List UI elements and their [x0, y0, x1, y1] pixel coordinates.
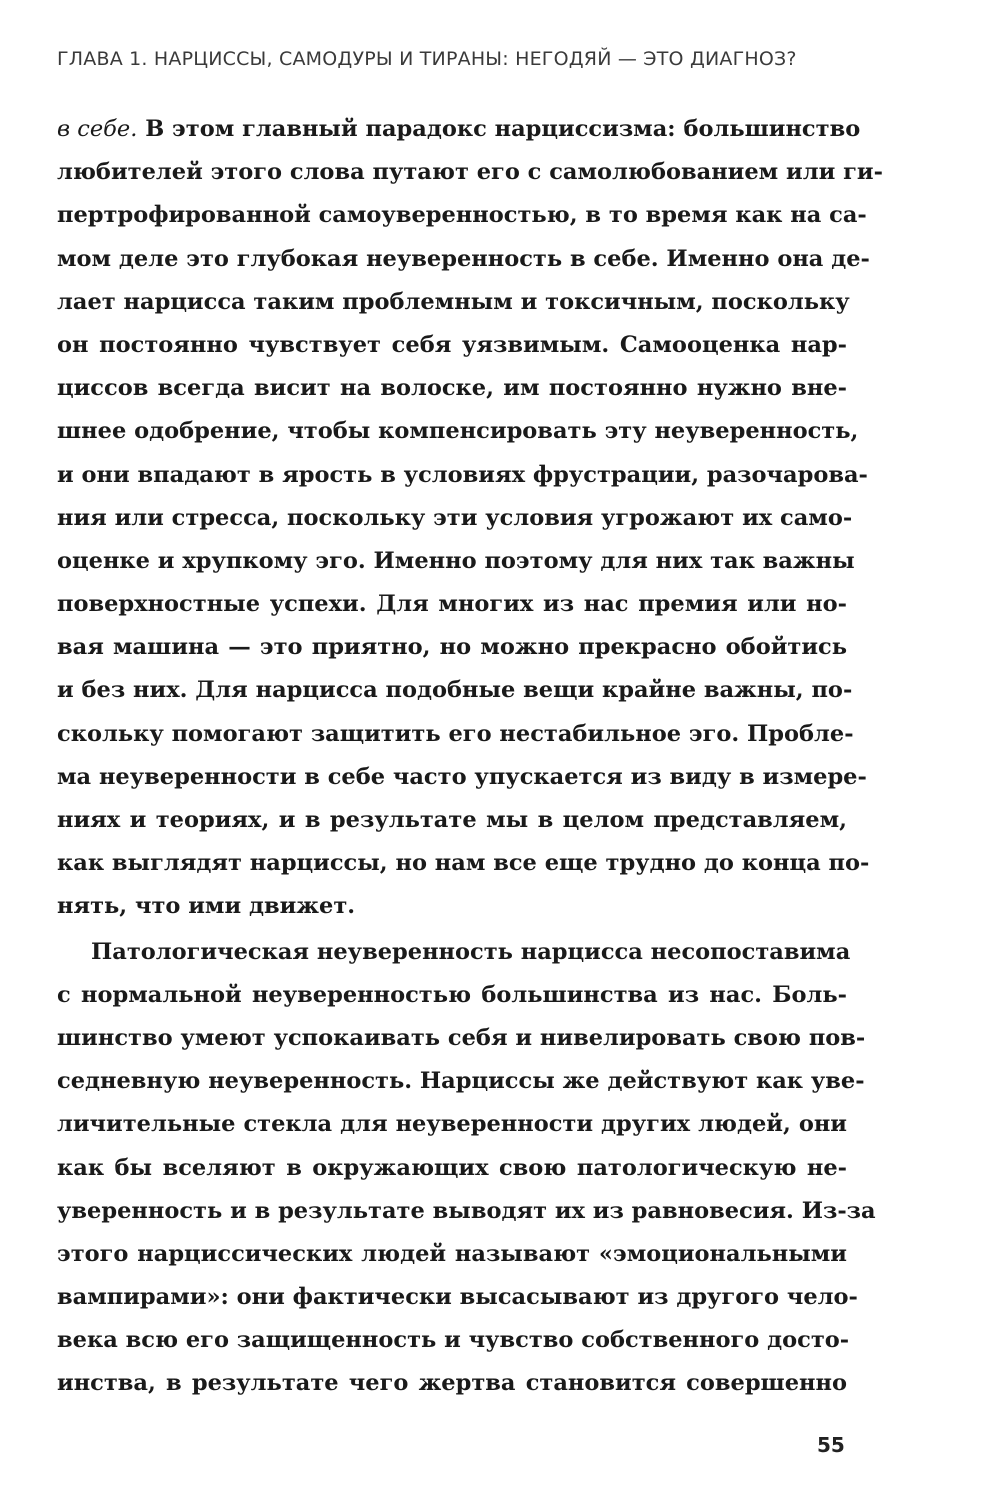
text-line: пертрофированной самоуверенностью, в то время как на са-	[57, 202, 867, 229]
line-text: В этом главный парадокс нарциссизма: большинство	[137, 116, 861, 142]
text-line: оценке и хрупкому эго. Именно поэтому для них так важны	[57, 547, 855, 574]
text-line: поверхностные успехи. Для многих из нас премия или но-	[57, 591, 847, 618]
running-head: ГЛАВА 1. НАРЦИССЫ, САМОДУРЫ И ТИРАНЫ: НЕГОДЯЙ — ЭТО ДИАГНОЗ?	[57, 48, 797, 70]
text-line: и они впадают в ярость в условиях фрустрации, разочарова-	[57, 461, 868, 488]
text-line: с нормальной неуверенностью большинства из нас. Боль-	[57, 981, 847, 1008]
text-line: он постоянно чувствует себя уязвимым. Самооценка нар-	[57, 331, 847, 358]
text-line: шнее одобрение, чтобы компенсировать эту неуверенность,	[57, 418, 859, 445]
text-line: нять, что ими движет.	[57, 893, 356, 920]
text-line: любителей этого слова путают его с самолюбованием или ги-	[57, 159, 883, 186]
text-line: ма неуверенности в себе часто упускается из виду в измере-	[57, 763, 867, 790]
italic-lead: в себе.	[57, 116, 138, 142]
text-line: скольку помогают защитить его нестабильное эго. Пробле-	[57, 720, 854, 747]
paragraph-2	[57, 931, 876, 1406]
text-line: циссов всегда висит на волоске, им постоянно нужно вне-	[57, 375, 847, 402]
text-line: инства, в результате чего жертва становится совершенно	[57, 1370, 847, 1397]
text-line: седневную неуверенность. Нарциссы же действуют как уве-	[57, 1068, 865, 1095]
text-line: ния или стресса, поскольку эти условия угрожают их само-	[57, 504, 853, 531]
text-line: этого нарциссических людей называют «эмоциональными	[57, 1240, 847, 1267]
text-line: Патологическая неуверенность нарцисса несопоставима	[91, 938, 851, 965]
text-line: лает нарцисса таким проблемным и токсичным, поскольку	[57, 288, 850, 315]
text-line: шинство умеют успокаивать себя и нивелировать свою пов-	[57, 1024, 866, 1051]
text-line: вая машина — это приятно, но можно прекрасно обойтись	[57, 634, 847, 661]
text-line: мом деле это глубокая неуверенность в себе. Именно она де-	[57, 245, 870, 272]
text-line: и без них. Для нарцисса подобные вещи крайне важны, по-	[57, 677, 853, 704]
text-line: уверенность и в результате выводят их из равновесия. Из-за	[57, 1197, 876, 1224]
text-line: века всю его защищенность и чувство собственного досто-	[57, 1327, 850, 1354]
paragraph-1	[57, 108, 883, 929]
text-line: как бы вселяют в окружающих свою патологическую не-	[57, 1154, 847, 1181]
text-line: ниях и теориях, и в результате мы в целом представляем,	[57, 807, 847, 833]
body-text	[57, 108, 883, 1406]
page-number: 55	[817, 1433, 845, 1457]
text-line: личительные стекла для неуверенности других людей, они	[57, 1111, 847, 1138]
text-line	[57, 108, 861, 151]
text-line: вампирами»: они фактически высасывают из другого чело-	[57, 1284, 858, 1311]
text-line: как выглядят нарциссы, но нам все еще трудно до конца по-	[57, 850, 870, 877]
